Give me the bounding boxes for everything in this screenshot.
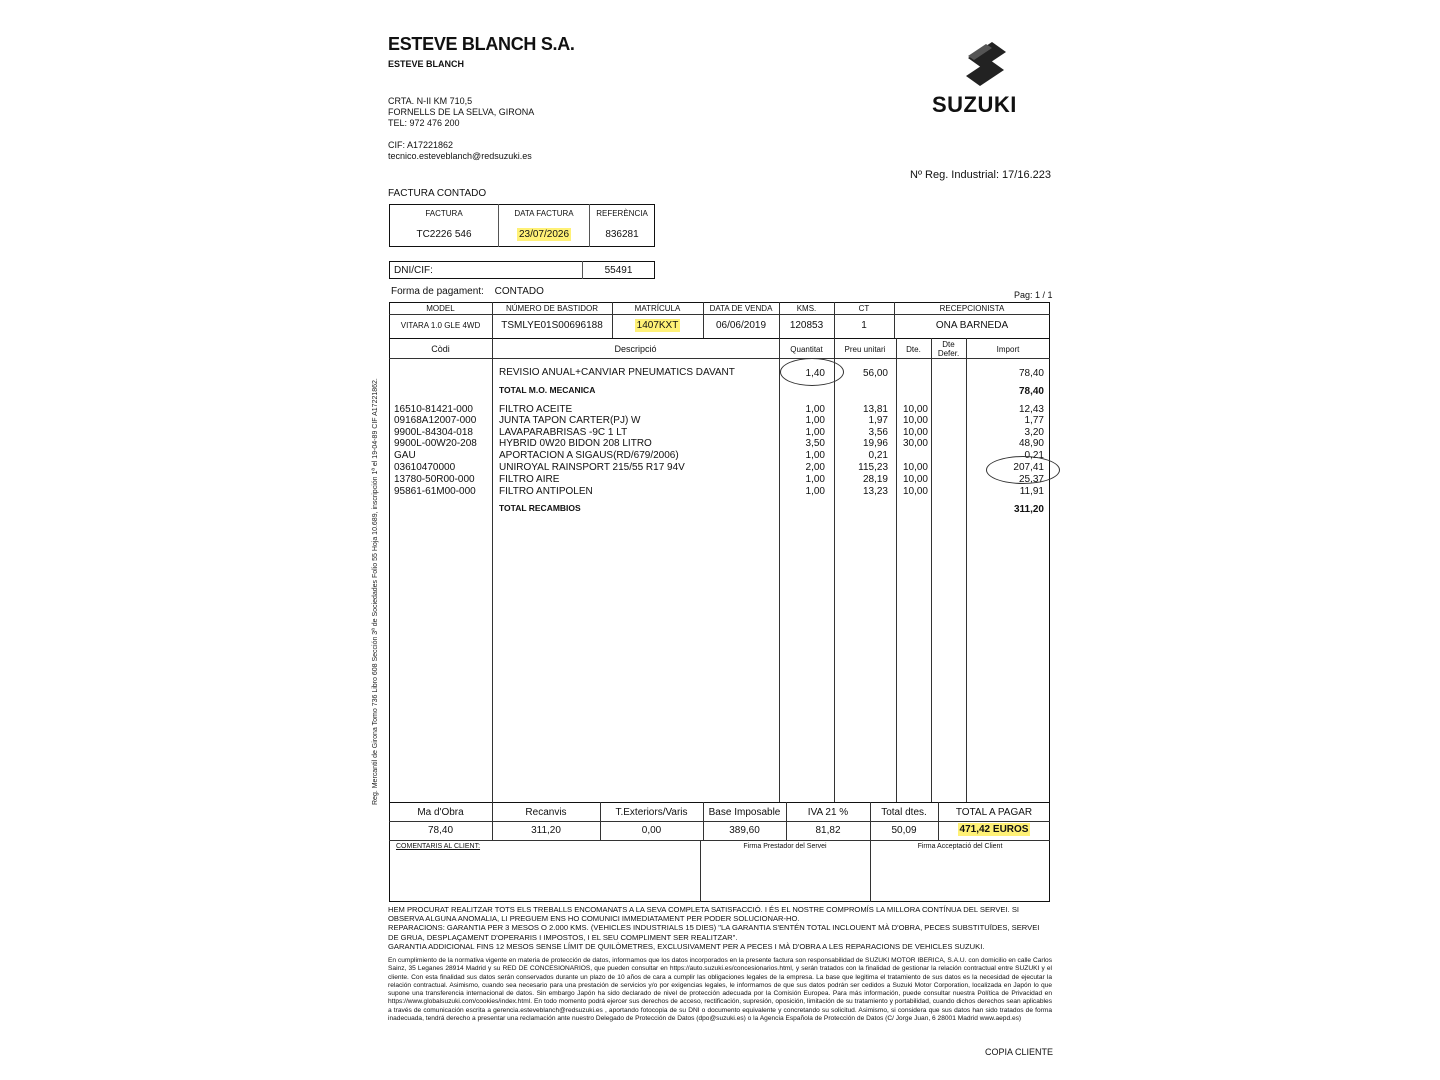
total-discounts-label: Total dtes. (881, 807, 927, 818)
total-external-value: 0,00 (641, 825, 662, 836)
part-code: 95861-61M00-000 (394, 486, 476, 497)
document-type: FACTURA CONTADO (388, 188, 487, 199)
company-cif: CIF: A17221862 (388, 140, 454, 150)
vehicle-kms-label: KMS. (796, 304, 817, 313)
parts-total-value: 311,20 (1013, 504, 1044, 515)
parts-total-label: TOTAL RECAMBIOS (499, 503, 581, 513)
part-description: HYBRID 0W20 BIDON 208 LITRO (499, 438, 652, 449)
part-description: APORTACION A SIGAUS(RD/679/2006) (499, 450, 679, 461)
part-unit-price: 1,97 (868, 415, 888, 426)
part-description: FILTRO ACEITE (499, 404, 573, 415)
part-unit-price: 28,19 (862, 474, 888, 485)
part-quantity: 1,00 (805, 415, 825, 426)
dni-label: DNI/CIF: (390, 262, 583, 279)
part-amount: 11,91 (1019, 486, 1044, 497)
part-unit-price: 13,81 (862, 404, 888, 415)
part-code: 13780-50R00-000 (394, 474, 475, 485)
total-external-label: T.Exteriors/Varis (615, 807, 688, 818)
part-unit-price: 0,21 (868, 450, 888, 461)
reference-number: 836281 (590, 220, 655, 247)
company-address-line1: CRTA. N-II KM 710,5 (388, 96, 473, 106)
part-amount: 1,77 (1024, 415, 1044, 426)
provider-signature-label: Firma Prestador del Servei (743, 843, 827, 850)
labour-total-label: TOTAL M.O. MECANICA (499, 385, 596, 395)
mercantile-registry-text: Reg. Mercantil de Girona Tomo 736 Libro 608 Sección 3ª de Sociedades Folio 55 Hoja 10.689, inscripción 1ª el 19-04-89 CIF A17221862. (372, 378, 379, 805)
total-vat-label: IVA 21 % (807, 807, 849, 818)
line-quantity: 1,40 (805, 368, 825, 379)
total-base-value: 389,60 (729, 825, 760, 836)
part-amount: 12,43 (1018, 404, 1044, 415)
company-subname: ESTEVE BLANCH (388, 59, 465, 69)
part-amount: 3,20 (1024, 427, 1044, 438)
copy-label: COPIA CLIENTE (985, 1047, 1054, 1057)
part-quantity: 1,00 (805, 486, 825, 497)
part-unit-price: 19,96 (862, 438, 888, 449)
reference-label: REFERÈNCIA (590, 205, 655, 220)
col-discount: Dte. (906, 345, 921, 354)
line-amount: 78,40 (1018, 368, 1044, 379)
total-to-pay-label: TOTAL A PAGAR (955, 807, 1033, 818)
part-discount: 10,00 (902, 486, 928, 497)
col-amount: Import (996, 345, 1020, 354)
total-labour-value: 78,40 (427, 825, 454, 836)
part-unit-price: 3,56 (868, 427, 888, 438)
vehicle-vin: TSMLYE01S00696188 (501, 320, 603, 331)
part-unit-price: 13,23 (862, 486, 888, 497)
part-discount: 10,00 (902, 404, 928, 415)
part-discount: 10,00 (902, 474, 928, 485)
vehicle-plate: 1407KXT (636, 320, 679, 331)
total-labour-label: Ma d'Obra (417, 807, 464, 818)
suzuki-s-icon (962, 40, 1010, 88)
payment-method: CONTADO (494, 286, 544, 297)
part-quantity: 1,00 (805, 427, 825, 438)
part-code: 9900L-00W20-208 (394, 438, 477, 449)
dni-table (389, 261, 655, 279)
company-address-line2: FORNELLS DE LA SELVA, GIRONA (388, 107, 535, 117)
invoice-header-table (389, 204, 655, 247)
part-code: 09168A12007-000 (394, 415, 477, 426)
part-description: FILTRO AIRE (499, 474, 560, 485)
col-deferred-discount: Dte Defer. (937, 340, 960, 358)
suzuki-wordmark: SUZUKI (932, 92, 1017, 117)
part-quantity: 1,00 (805, 404, 825, 415)
client-signature-label: Firma Acceptació del Client (917, 843, 1003, 850)
col-code: Còdi (431, 344, 450, 354)
company-name: ESTEVE BLANCH S.A. (388, 34, 575, 54)
part-description: UNIROYAL RAINSPORT 215/55 R17 94V (499, 462, 685, 473)
total-base-label: Base Imposable (708, 807, 781, 818)
col-unit-price: Preu unitari (844, 345, 886, 354)
client-comments-label: COMENTARIS AL CLIENT: (396, 843, 481, 850)
part-unit-price: 115,23 (858, 462, 888, 473)
part-description: JUNTA TAPON CARTER(PJ) W (499, 415, 641, 426)
payment-label: Forma de pagament: (391, 286, 484, 297)
invoice-date-label: DATA FACTURA (499, 205, 590, 220)
total-discounts-value: 50,09 (891, 825, 917, 836)
line-description: REVISIO ANUAL+CANVIAR PNEUMATICS DAVANT (499, 367, 735, 378)
part-amount: 0,21 (1024, 450, 1044, 461)
vehicle-vin-label: NÚMERO DE BASTIDOR (505, 304, 598, 313)
dni-value: 55491 (604, 264, 633, 276)
part-amount: 25,37 (1018, 474, 1044, 485)
col-description: Descripció (614, 344, 657, 354)
pen-circle-mark (986, 456, 1060, 484)
page-indicator: Pag: 1 / 1 (1014, 290, 1053, 300)
part-discount: 10,00 (902, 427, 928, 438)
vehicle-receptionist: ONA BARNEDA (935, 320, 1009, 331)
total-parts-value: 311,20 (531, 825, 561, 836)
vehicle-plate-label: MATRÍCULA (634, 304, 681, 313)
industrial-registry: Nº Reg. Industrial: 17/16.223 (910, 169, 1051, 181)
col-quantity: Quantitat (790, 345, 823, 354)
part-description: LAVAPARABRISAS -9C 1 LT (499, 427, 628, 438)
total-parts-label: Recanvis (525, 807, 567, 818)
vehicle-receptionist-label: RECEPCIONISTA (939, 304, 1005, 313)
vehicle-model: VITARA 1.0 GLE 4WD (400, 321, 481, 330)
additional-warranty-note: GARANTIA ADDICIONAL FINS 12 MESOS SENSE LÍMIT DE QUILÒMETRES, EXCLUSIVAMENT PER A PECES I MÀ D'OBRA A LES REPARACIONS DE VEHICLES SUZUKI. (388, 941, 985, 951)
part-discount: 10,00 (902, 462, 928, 473)
part-code: 16510-81421-000 (394, 404, 473, 415)
labour-total-value: 78,40 (1018, 386, 1044, 397)
vehicle-kms: 120853 (789, 320, 824, 331)
invoice-number-label: FACTURA (425, 209, 463, 218)
part-quantity: 2,00 (805, 462, 825, 473)
total-to-pay-value: 471,42 EUROS (959, 824, 1029, 835)
invoice-date: 23/07/2026 (518, 228, 570, 240)
company-phone: TEL: 972 476 200 (388, 118, 460, 128)
vehicle-sale-date: 06/06/2019 (715, 320, 767, 331)
part-quantity: 1,00 (805, 450, 825, 461)
part-amount: 207,41 (1013, 462, 1044, 473)
part-description: FILTRO ANTIPOLEN (499, 486, 593, 497)
company-email: tecnico.esteveblanch@redsuzuki.es (388, 151, 532, 161)
vehicle-ct: 1 (861, 320, 867, 331)
vehicle-ct-label: CT (858, 304, 870, 313)
part-code: 9900L-84304-018 (394, 427, 473, 438)
part-code: 03610470000 (394, 462, 456, 473)
part-code: GAU (394, 450, 416, 461)
pen-circle-mark (780, 358, 844, 386)
part-quantity: 1,00 (805, 474, 825, 485)
line-unit-price: 56,00 (862, 368, 888, 379)
part-discount: 10,00 (902, 415, 928, 426)
total-vat-value: 81,82 (815, 825, 841, 836)
vehicle-sale-date-label: DATA DE VENDA (709, 304, 773, 313)
vehicle-model-label: MODEL (426, 304, 455, 313)
invoice-number: TC2226 546 (416, 228, 472, 240)
part-discount: 30,00 (902, 438, 928, 449)
part-amount: 48,90 (1018, 438, 1044, 449)
data-protection-note: En cumplimiento de la normativa vigente en materia de protección de datos, informamos que los datos incorporados en la presente factura son responsabilidad de SUZUKI MOTOR IBERICA, S.A.U. con domicilio en calle Carlos Sainz, 35 Leganes 28914 Madrid y su RED DE CONCESIONARIOS, que pueden consultar en https://auto.suzuki.es/concesionarios.html, y serán tratados con la finalidad de gestionar la relación contractual entre SUZUKI y el cliente. Con esta finalidad sus datos serán conservados durante un plazo de 10 años de cara a cumplir las obligaciones legales de la empresa. La base que legitima el tratamiento de sus datos es la necesidad de ejecutar la relación contractual. Asimismo, cuando sea necesario para una prestación de servicios y/o por exigencias legales, le informamos de que sus datos podrán ser cedidos a Suzuki Motor Corporation, localizada en Japón lo que supone una transferencia internacional de datos. Sin embargo Japón ha sido declarado de nivel de protección adecuada por la Comisión Europea. Para más información, puede consultar nuestra Política de Privacidad en https://www.globalsuzuki.com/cookies/index.html. En todo momento podrá ejercer sus derechos de acceso, rectificación, supresión, oposición, limitación de su tratamiento y portabilidad, cuando dichos derechos sean aplicables a través de comunicación escrita a gerencia.esteveblanch@redsuzuki.es , aportando fotocopia de su DNI o documento equivalente y concretando su solicitud. Asimismo, si considera que sus datos han sido tratados de forma inadecuada, tendrá derecho a presentar una reclamación ante nuestro Delegado de Protección de Datos (dpo@suzuki.es) o la Agencia Española de Protección de Datos (C/ Jorge Juan, 6 28001 Madrid www.aepd.es) (388, 957, 1052, 1023)
part-quantity: 3,50 (805, 438, 825, 449)
satisfaction-note: HEM PROCURAT REALITZAR TOTS ELS TREBALLS ENCOMANATS A LA SEVA COMPLETA SATISFACCIÓ. I ÉS EL NOSTRE COMPROMÍS LA MILLORA CONTÍNUA DEL SERVEI. SI OBSERVA ALGUNA ANOMALIA, LI PREGUEM ENS HO COMUNICI IMMEDIATAMENT PER PODER SOLUCIONAR-HO. (388, 905, 1020, 924)
warranty-note: REPARACIONS: GARANTIA PER 3 MESOS O 2.000 KMS. (VEHICLES INDUSTRIALS 15 DIES) "LA GARANTIA S'ENTÉN TOTAL INCLOUENT MÀ D'OBRA, PECES SUBSTITUÏDES, SERVEI DE GRUA, DESPLAÇAMENT D'OPERARIS I IMPOSTOS, I EL SEU COMPLIMENT SER REALITZAR". (388, 923, 1040, 942)
